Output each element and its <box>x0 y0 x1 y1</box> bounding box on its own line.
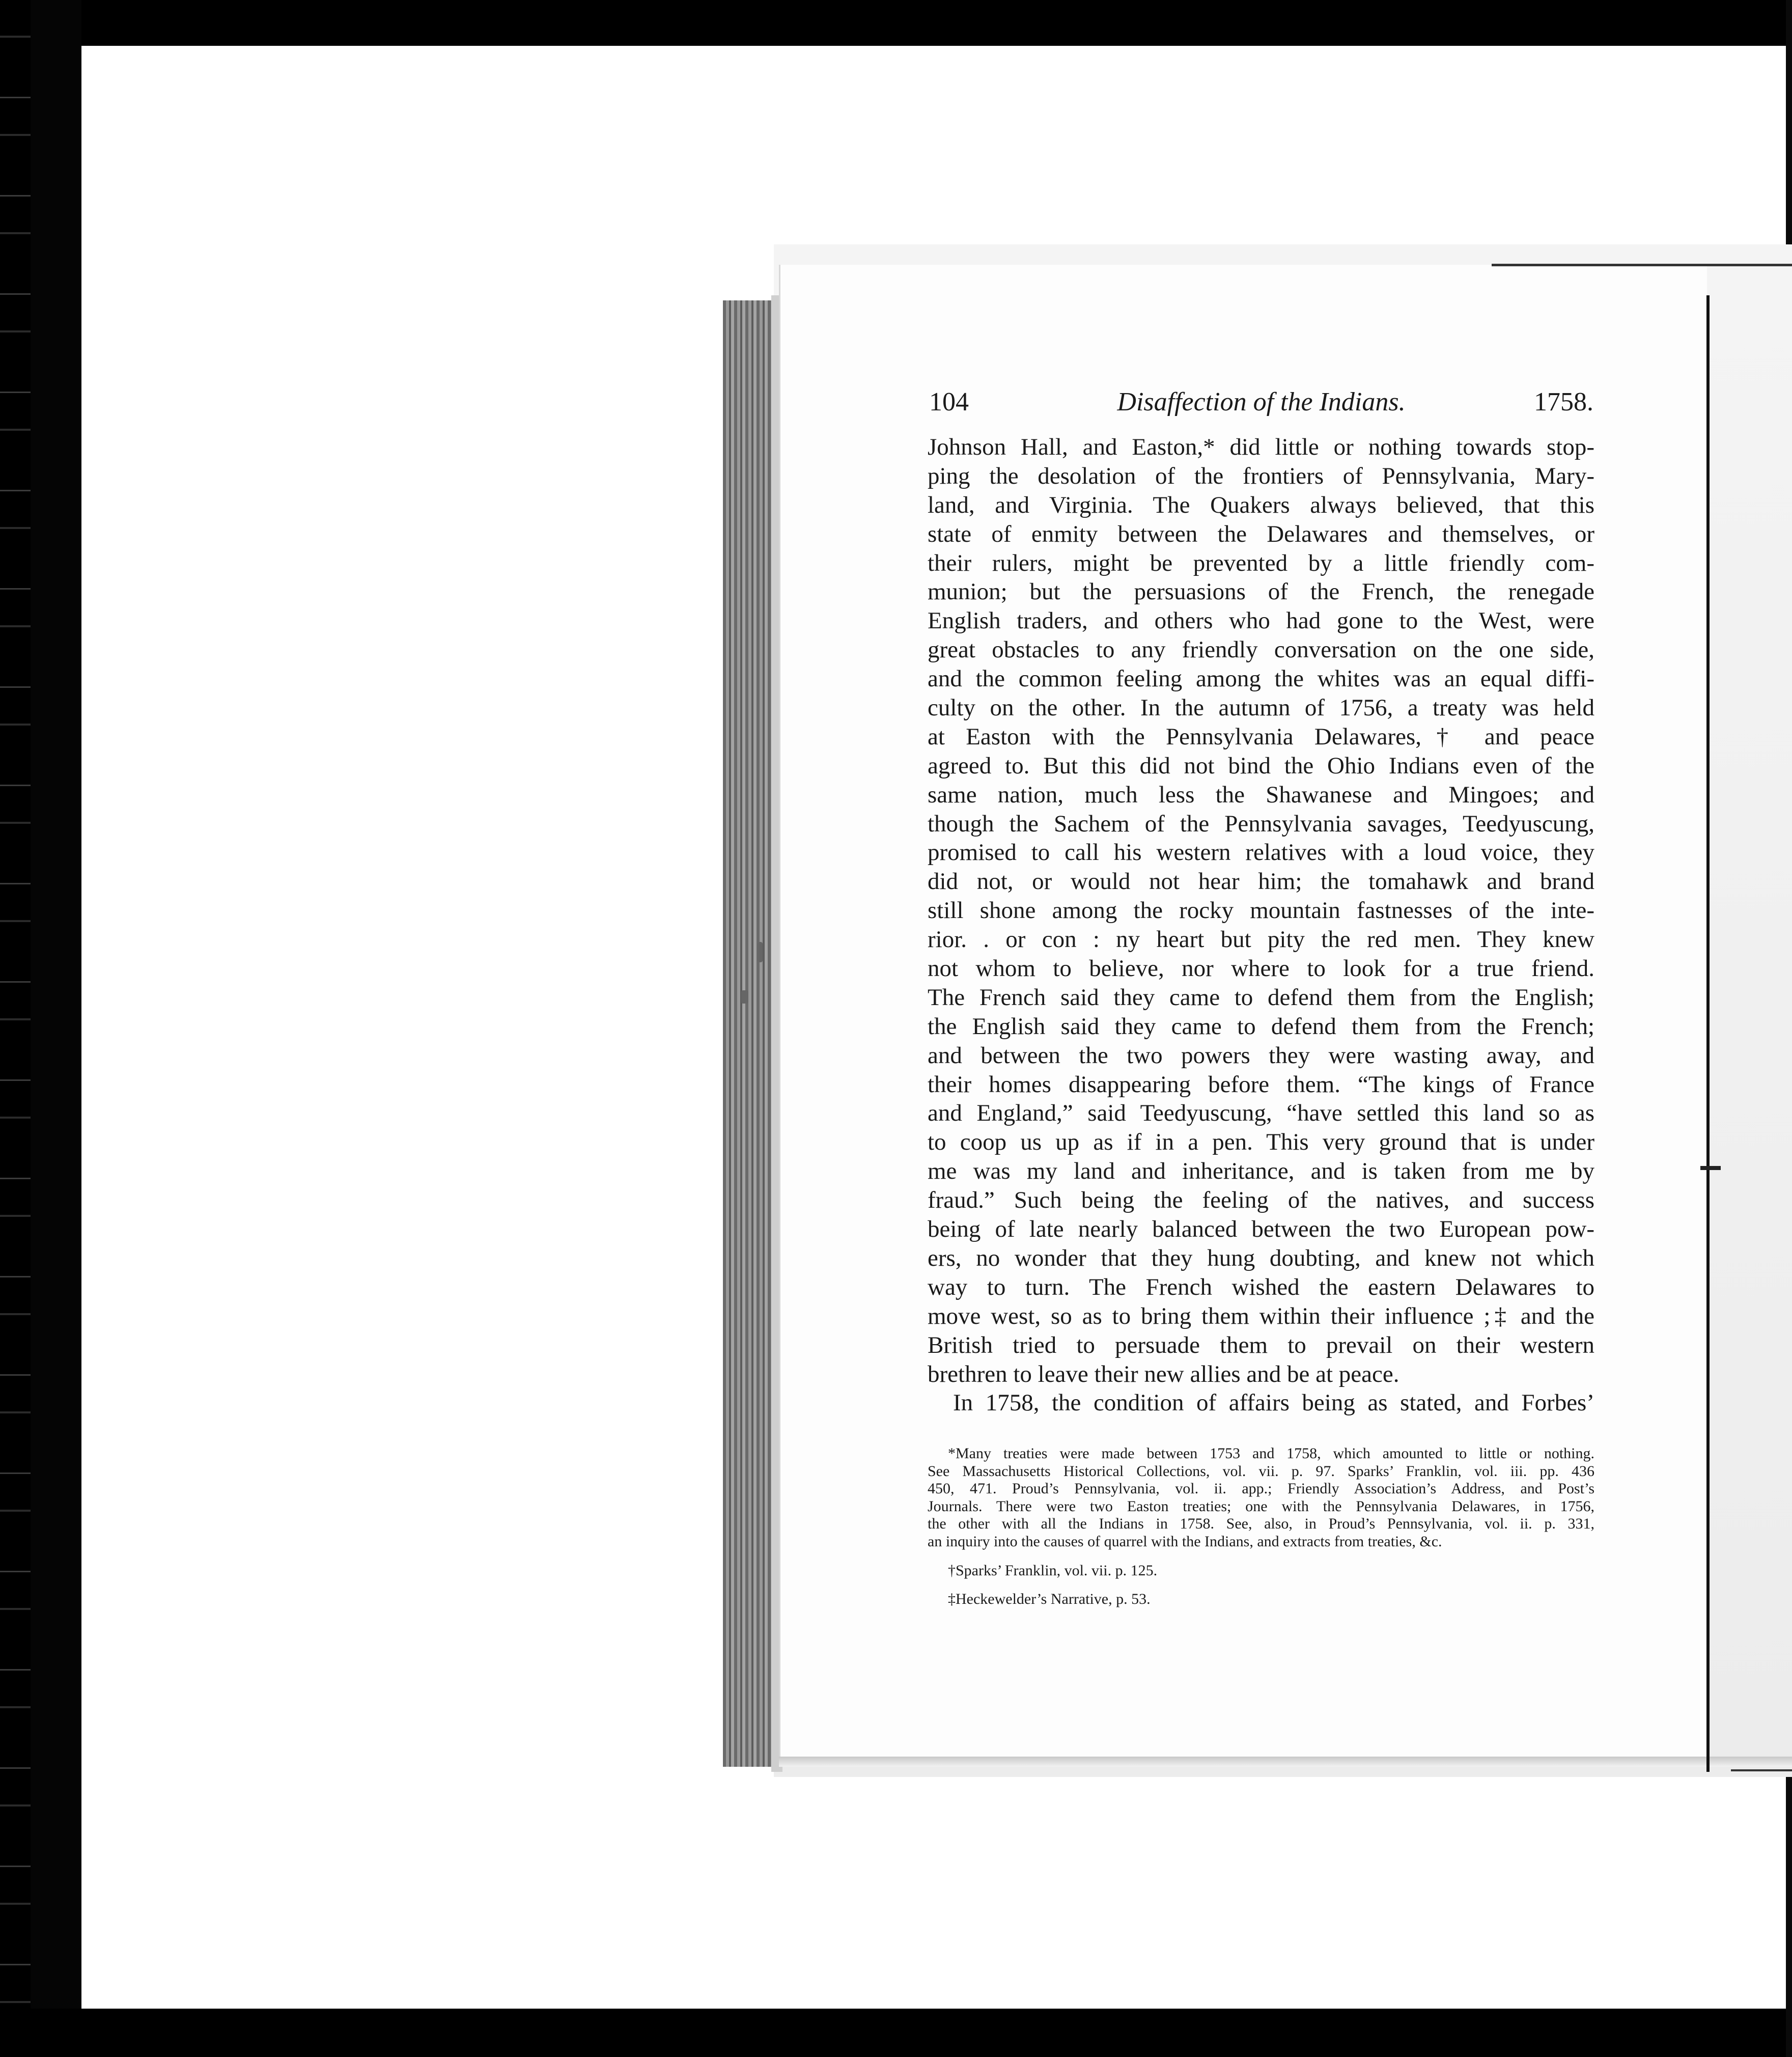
facing-page-bottom-edge <box>1731 1769 1792 1771</box>
text-line: me was my land and inheritance, and is taken from me by <box>928 1158 1594 1185</box>
text-line: still shone among the rocky mountain fastnesses of the inte- <box>928 897 1594 924</box>
text-line: same nation, much less the Shawanese and Mingoes; and <box>928 781 1594 808</box>
text-line: and between the two powers they were wasting away, and <box>928 1042 1594 1069</box>
text-line: munion; but the persuasions of the French, the renegade <box>928 578 1594 605</box>
text-line: not whom to believe, nor where to look for a true friend. <box>928 955 1594 982</box>
text-line: fraud.” Such being the feeling of the natives, and success <box>928 1187 1594 1214</box>
facing-page-mark <box>1700 1166 1721 1170</box>
spine-mark <box>741 990 748 1004</box>
text-line: culty on the other. In the autumn of 1756, a treaty was held <box>928 694 1594 721</box>
text-line: great obstacles to any friendly conversation on the one side, <box>928 636 1594 663</box>
footnotes <box>928 1445 1594 1608</box>
scan-border-noise <box>0 0 31 2057</box>
footnote-line: See Massachusetts Historical Collections, vol. vii. p. 97. Sparks’ Franklin, vol. iii. pp. 436 <box>928 1462 1594 1480</box>
scan-border-top <box>0 0 1792 46</box>
text-line: brethren to leave their new allies and be at peace. <box>928 1360 1399 1387</box>
footnote-double-dagger: ‡Heckewelder’s Narrative, p. 53. <box>948 1591 1151 1608</box>
text-line: though the Sachem of the Pennsylvania savages, Teedyuscung, <box>928 810 1594 837</box>
facing-page-edge <box>1706 295 1710 1772</box>
text-line: to coop us up as if in a pen. This very ground that is under <box>928 1129 1594 1156</box>
footnote-line: *Many treaties were made between 1753 and 1758, which amounted to little or nothing. <box>948 1445 1594 1462</box>
footnote-line: Journals. There were two Easton treaties; one with the Pennsylvania Delawares, in 1756, <box>928 1497 1594 1515</box>
page-number: 104 <box>929 387 969 416</box>
body-text <box>928 433 1594 1417</box>
footnote-dagger: †Sparks’ Franklin, vol. vii. p. 125. <box>948 1562 1158 1579</box>
text-line: ping the desolation of the frontiers of Pennsylvania, Mary- <box>928 462 1594 489</box>
facing-page-top-edge <box>1492 264 1792 266</box>
text-line: In 1758, the condition of affairs being as stated, and Forbes’ <box>953 1389 1594 1416</box>
running-head <box>929 384 1593 420</box>
text-line: promised to call his western relatives with a loud voice, they <box>928 839 1594 866</box>
scan-border-bottom <box>0 2009 1792 2057</box>
text-line: their rulers, might be prevented by a little friendly com- <box>928 549 1594 576</box>
text-line: Johnson Hall, and Easton,* did little or nothing towards stop- <box>928 434 1594 460</box>
text-line: at Easton with the Pennsylvania Delawares,† and peace <box>928 723 1594 750</box>
text-line: did not, or would not hear him; the tomahawk and brand <box>928 868 1594 895</box>
text-line: their homes disappearing before them. “The kings of France <box>928 1071 1594 1098</box>
running-year: 1758. <box>1534 387 1593 416</box>
text-line: English traders, and others who had gone to the West, were <box>928 607 1594 634</box>
footnote-line: 450, 471. Proud’s Pennsylvania, vol. ii. app.; Friendly Association’s Address, and Post’s <box>928 1480 1594 1497</box>
text-line: being of late nearly balanced between the two European pow- <box>928 1216 1594 1243</box>
spine-mark <box>758 942 763 962</box>
book-spine <box>723 300 779 1767</box>
text-line: agreed to. But this did not bind the Ohio Indians even of the <box>928 752 1594 779</box>
text-line: state of enmity between the Delawares and themselves, or <box>928 520 1594 547</box>
text-line: ers, no wonder that they hung doubting, and knew not which <box>928 1244 1594 1271</box>
text-line: rior. . or con : ny heart but pity the red men. They knew <box>928 926 1594 953</box>
footnote-line: the other with all the Indians in 1758. See, also, in Proud’s Pennsylvania, vol. ii. p. 331, <box>928 1515 1594 1533</box>
text-line: way to turn. The French wished the eastern Delawares to <box>928 1273 1594 1300</box>
text-line: and the common feeling among the whites was an equal diffi- <box>928 665 1594 692</box>
text-line: move west, so as to bring them within their influence ;‡ and the <box>928 1302 1594 1329</box>
text-line: The French said they came to defend them from the English; <box>928 984 1594 1011</box>
text-line: land, and Virginia. The Quakers always believed, that this <box>928 491 1594 518</box>
page-bottom-edge <box>779 1757 1792 1767</box>
footnote-line: an inquiry into the causes of quarrel with the Indians, and extracts from treaties, &c. <box>928 1533 1442 1550</box>
running-title: Disaffection of the Indians. <box>1117 387 1406 416</box>
text-line: the English said they came to defend them from the French; <box>928 1013 1594 1040</box>
text-line: and England,” said Teedyuscung, “have settled this land so as <box>928 1100 1594 1127</box>
text-line: British tried to persuade them to prevail on their western <box>928 1331 1594 1358</box>
